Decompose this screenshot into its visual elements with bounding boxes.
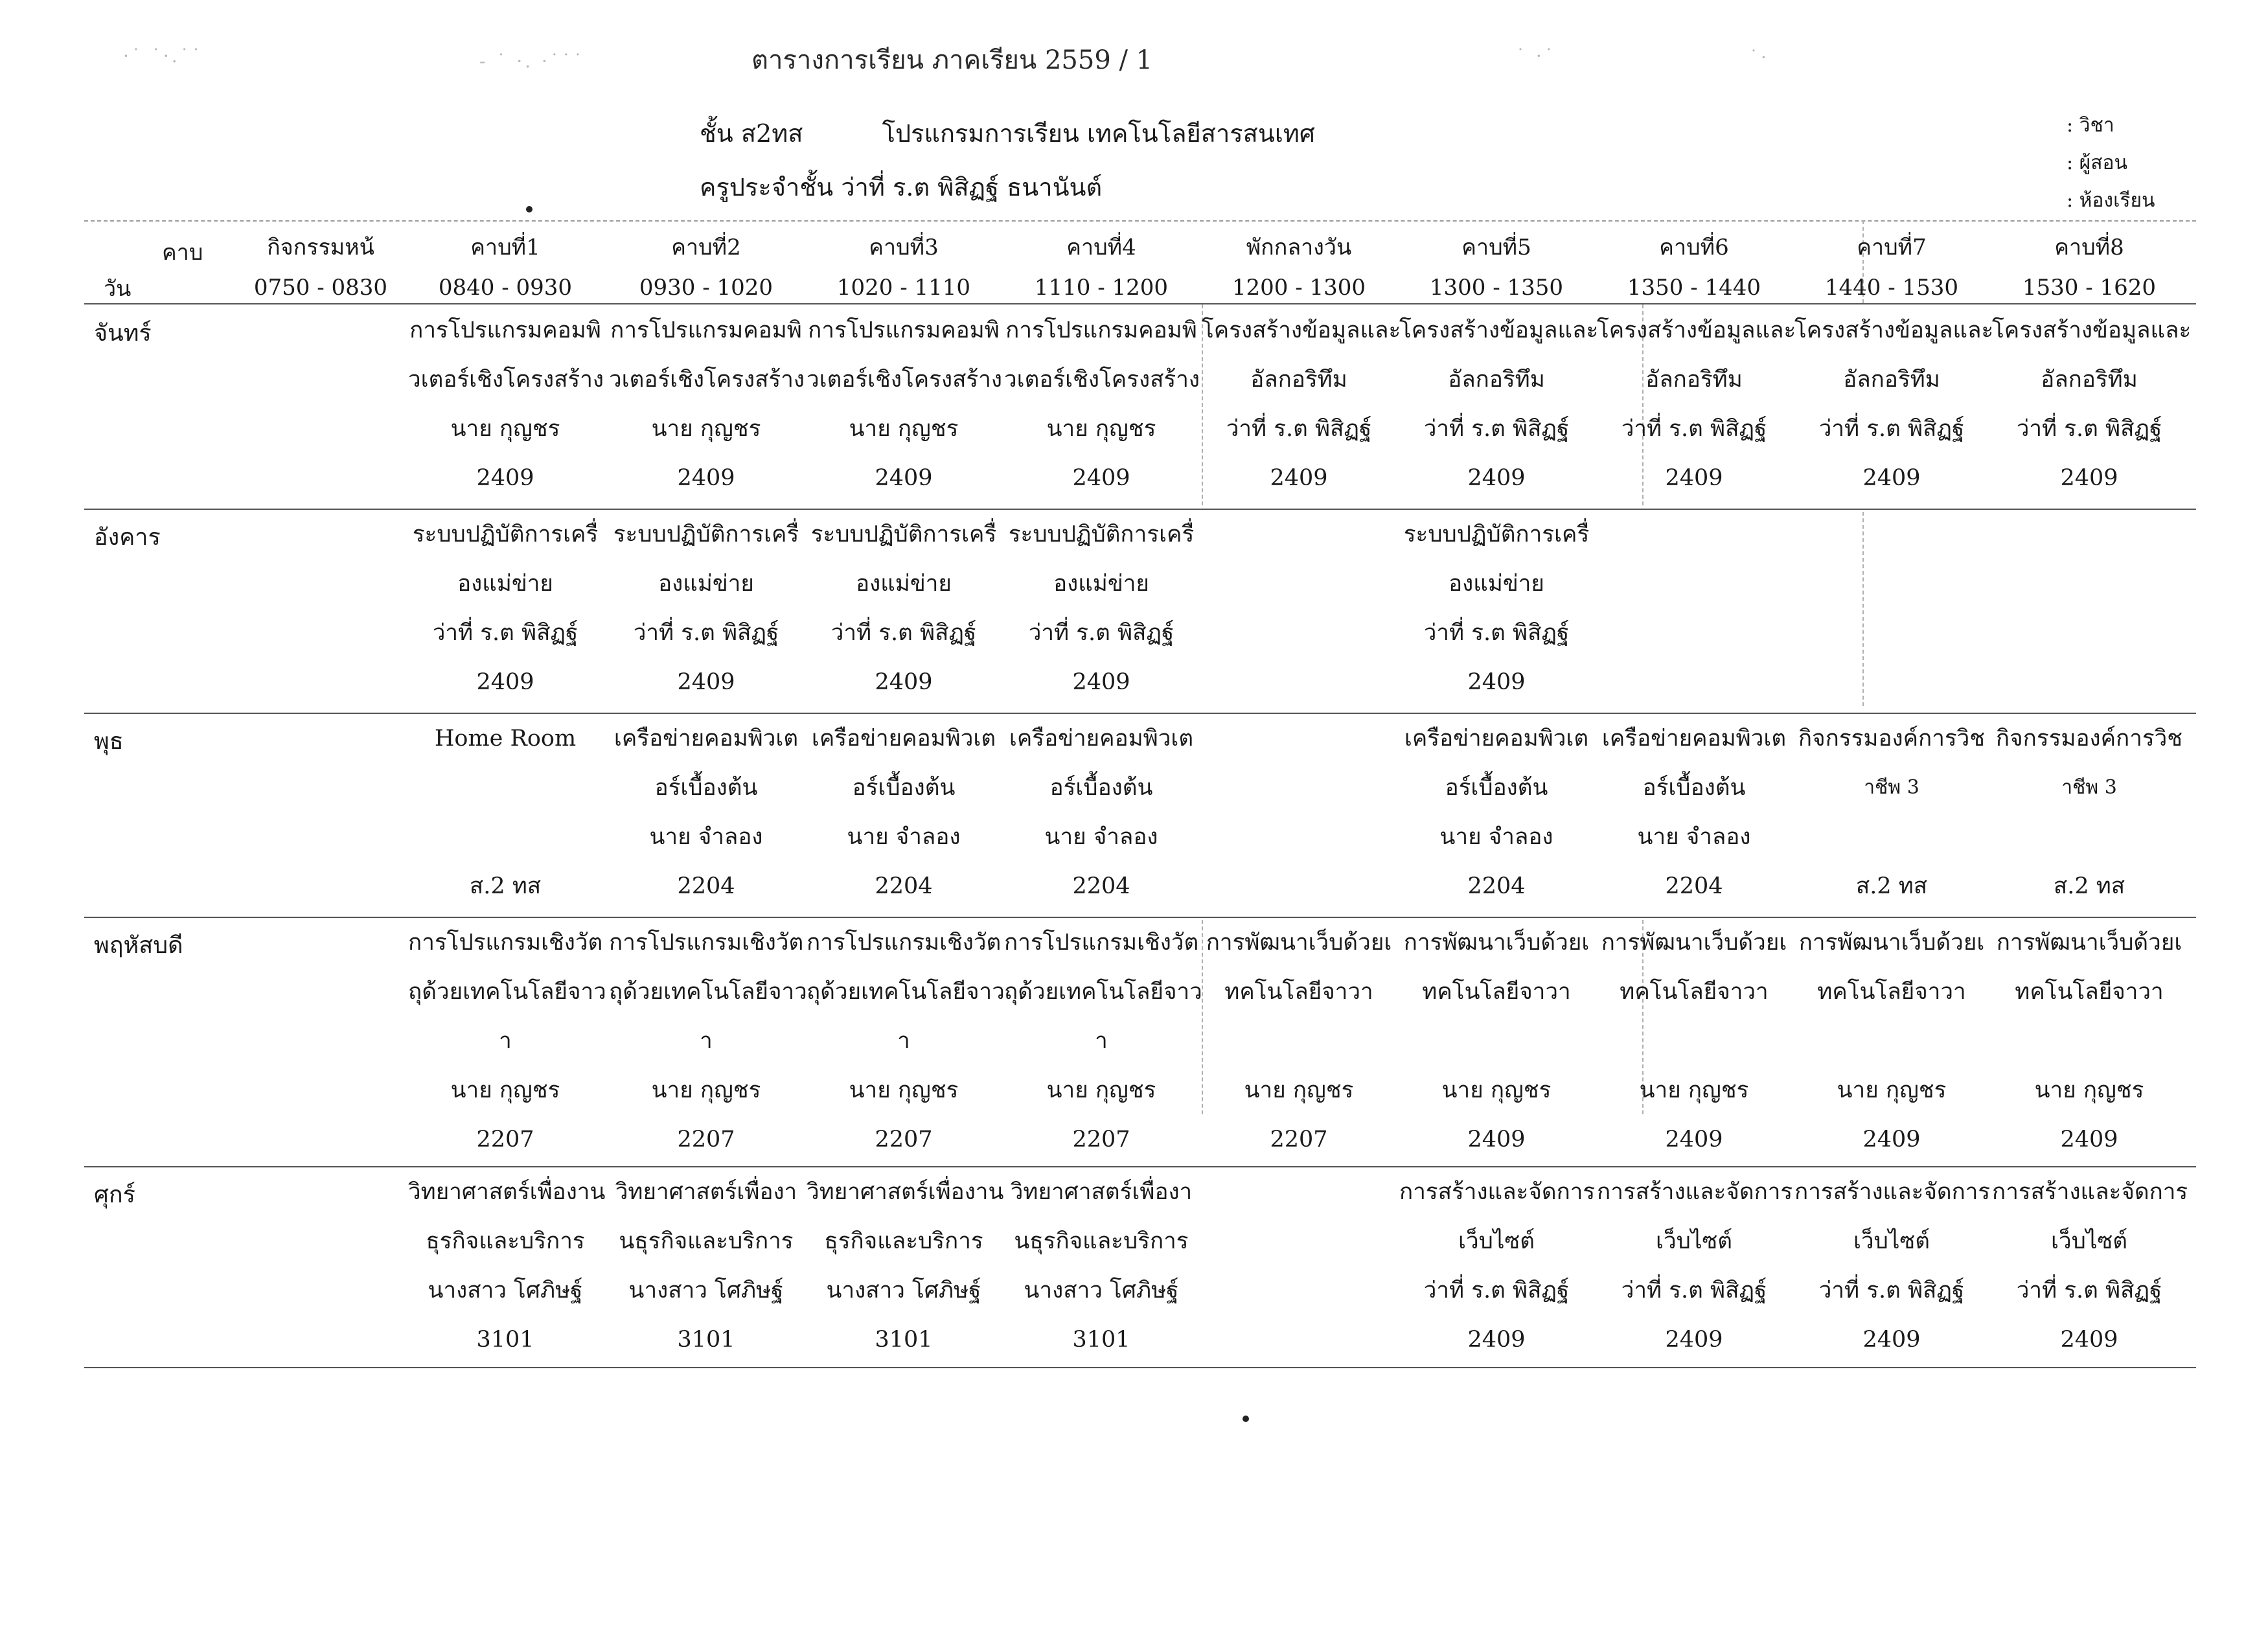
column-header: คาบที่2 0930 - 1020 xyxy=(639,235,773,301)
scan-noise: - ˙ ·. ·˙˙˙ xyxy=(479,51,585,72)
scan-noise: ·˙ ˙·.˙˙ xyxy=(123,45,203,67)
class-cell: การพัฒนาเว็บด้วยเ ทคโนโลยีจาวา นาย กุญชร 2207 xyxy=(1206,930,1392,1153)
timetable-grid xyxy=(84,220,2196,1370)
class-cell: การโปรแกรมคอมพิ วเตอร์เชิงโครงสร้าง นาย กุญชร 2409 xyxy=(408,317,604,491)
class-cell: การโปรแกรมคอมพิ วเตอร์เชิงโครงสร้าง นาย กุญชร 2409 xyxy=(609,317,805,491)
class-cell: โครงสร้างข้อมูลและ อัลกอริทึม ว่าที่ ร.ต พิสิฏฐ์ 2409 xyxy=(1202,317,1401,491)
column-header: กิจกรรมหน้ 0750 - 0830 xyxy=(253,235,388,301)
scan-dot xyxy=(526,206,533,212)
class-cell: Home Room ส.2 ทส xyxy=(434,726,577,899)
class-cell: การพัฒนาเว็บด้วยเ ทคโนโลยีจาวา นาย กุญชร 2409 xyxy=(1601,930,1787,1153)
class-cell: วิทยาศาสตร์เพื่องาน ธุรกิจและบริการ นางสาว โศภิษฐ์ 3101 xyxy=(408,1179,606,1353)
scan-noise: ˙ ·˙ xyxy=(1516,45,1556,67)
class-cell: วิทยาศาสตร์เพื่องา นธุรกิจและบริการ นางสาว โศภิษฐ์ 3101 xyxy=(615,1179,797,1353)
column-header: คาบที่7 1440 - 1530 xyxy=(1824,235,1959,301)
class-cell: ระบบปฏิบัติการเครื่ องแม่ข่าย ว่าที่ ร.ต พิสิฏฐ์ 2409 xyxy=(412,522,599,695)
column-header: คาบที่5 1300 - 1350 xyxy=(1429,235,1564,301)
corner-day: วัน xyxy=(104,276,132,302)
legend-subject: : วิชา xyxy=(2067,114,2114,137)
class-cell: การสร้างและจัดการ เว็บไซต์ ว่าที่ ร.ต พิสิฏฐ์ 2409 xyxy=(1597,1179,1793,1353)
class-cell: วิทยาศาสตร์เพื่องาน ธุรกิจและบริการ นางสาว โศภิษฐ์ 3101 xyxy=(807,1179,1004,1353)
class-cell: การโปรแกรมเชิงวัต ถุด้วยเทคโนโลยีจาว า นาย กุญชร 2207 xyxy=(1004,930,1202,1153)
day-label: พุธ xyxy=(94,728,124,755)
class-cell: การสร้างและจัดการ เว็บไซต์ ว่าที่ ร.ต พิสิฏฐ์ 2409 xyxy=(1399,1179,1596,1353)
column-header: คาบที่6 1350 - 1440 xyxy=(1627,235,1761,301)
class-cell: การพัฒนาเว็บด้วยเ ทคโนโลยีจาวา นาย กุญชร 2409 xyxy=(1996,930,2182,1153)
homeroom-teacher: ครูประจำชั้น ว่าที่ ร.ต พิสิฏฐ์ ธนานันต์ xyxy=(700,173,1103,201)
column-header: คาบที่1 0840 - 0930 xyxy=(438,235,573,301)
day-label: จันทร์ xyxy=(94,320,152,347)
program-label: โปรแกรมการเรียน เทคโนโลยีสารสนเทศ xyxy=(882,119,1316,148)
class-cell: โครงสร้างข้อมูลและ อัลกอริทึม ว่าที่ ร.ต พิสิฏฐ์ 2409 xyxy=(1399,317,1599,491)
class-cell: การโปรแกรมเชิงวัต ถุด้วยเทคโนโลยีจาว า นาย กุญชร 2207 xyxy=(609,930,807,1153)
class-cell: เครือข่ายคอมพิวเต อร์เบื้องต้น นาย จำลอง 2204 xyxy=(1404,726,1589,899)
class-cell: การสร้างและจัดการ เว็บไซต์ ว่าที่ ร.ต พิสิฏฐ์ 2409 xyxy=(1794,1179,1991,1353)
day-label: พฤหัสบดี xyxy=(94,932,183,959)
class-cell: เครือข่ายคอมพิวเต อร์เบื้องต้น นาย จำลอง 2204 xyxy=(1601,726,1787,899)
class-cell: ระบบปฏิบัติการเครื่ องแม่ข่าย ว่าที่ ร.ต พิสิฏฐ์ 2409 xyxy=(1008,522,1195,695)
class-cell: ระบบปฏิบัติการเครื่ องแม่ข่าย ว่าที่ ร.ต พิสิฏฐ์ 2409 xyxy=(810,522,997,695)
day-label: ศุกร์ xyxy=(94,1182,135,1208)
scan-noise: ˙· xyxy=(1749,47,1769,68)
column-header: คาบที่3 1020 - 1110 xyxy=(836,235,971,301)
legend-teacher: : ผู้สอน xyxy=(2067,152,2128,174)
class-cell: การโปรแกรมคอมพิ วเตอร์เชิงโครงสร้าง นาย กุญชร 2409 xyxy=(807,317,1002,491)
class-cell: เครือข่ายคอมพิวเต อร์เบื้องต้น นาย จำลอง 2204 xyxy=(1009,726,1194,899)
class-cell: เครือข่ายคอมพิวเต อร์เบื้องต้น นาย จำลอง 2204 xyxy=(811,726,996,899)
class-cell: การโปรแกรมเชิงวัต ถุด้วยเทคโนโลยีจาว า นาย กุญชร 2207 xyxy=(408,930,606,1153)
class-cell: การพัฒนาเว็บด้วยเ ทคโนโลยีจาวา นาย กุญชร 2409 xyxy=(1403,930,1590,1153)
class-cell: การโปรแกรมเชิงวัต ถุด้วยเทคโนโลยีจาว า นาย กุญชร 2207 xyxy=(807,930,1005,1153)
class-cell: กิจกรรมองค์การวิช าชีพ 3 ส.2 ทส xyxy=(1995,726,2183,899)
class-cell: เครือข่ายคอมพิวเต อร์เบื้องต้น นาย จำลอง 2204 xyxy=(613,726,799,899)
day-label: อังคาร xyxy=(94,524,161,551)
class-cell: ระบบปฏิบัติการเครื่ องแม่ข่าย ว่าที่ ร.ต พิสิฏฐ์ 2409 xyxy=(613,522,799,695)
class-label: ชั้น ส2ทส xyxy=(700,119,803,148)
column-header: คาบที่8 1530 - 1620 xyxy=(2022,235,2157,301)
class-info xyxy=(700,113,1315,153)
class-cell: โครงสร้างข้อมูลและ อัลกอริทึม ว่าที่ ร.ต พิสิฏฐ์ 2409 xyxy=(1992,317,2192,491)
class-cell: การพัฒนาเว็บด้วยเ ทคโนโลยีจาวา นาย กุญชร 2409 xyxy=(1798,930,1985,1153)
class-cell: การโปรแกรมคอมพิ วเตอร์เชิงโครงสร้าง นาย กุญชร 2409 xyxy=(1004,317,1200,491)
class-cell: โครงสร้างข้อมูลและ อัลกอริทึม ว่าที่ ร.ต พิสิฏฐ์ 2409 xyxy=(1597,317,1796,491)
class-cell: วิทยาศาสตร์เพื่องา นธุรกิจและบริการ นางสาว โศภิษฐ์ 3101 xyxy=(1010,1179,1193,1353)
class-cell: โครงสร้างข้อมูลและ อัลกอริทึม ว่าที่ ร.ต พิสิฏฐ์ 2409 xyxy=(1794,317,1994,491)
class-cell: ระบบปฏิบัติการเครื่ องแม่ข่าย ว่าที่ ร.ต พิสิฏฐ์ 2409 xyxy=(1403,522,1590,695)
column-header: พักกลางวัน 1200 - 1300 xyxy=(1231,235,1366,301)
column-header: คาบที่4 1110 - 1200 xyxy=(1034,235,1169,301)
class-cell: การสร้างและจัดการ เว็บไซต์ ว่าที่ ร.ต พิสิฏฐ์ 2409 xyxy=(1992,1179,2188,1353)
class-cell: กิจกรรมองค์การวิช าชีพ 3 ส.2 ทส xyxy=(1798,726,1986,899)
page-title: ตารางการเรียน ภาคเรียน 2559 / 1 xyxy=(751,45,1153,75)
corner-period: คาบ xyxy=(162,240,203,266)
legend xyxy=(2067,107,2155,220)
legend-room: : ห้องเรียน xyxy=(2067,189,2155,212)
scan-dot xyxy=(1243,1416,1249,1422)
